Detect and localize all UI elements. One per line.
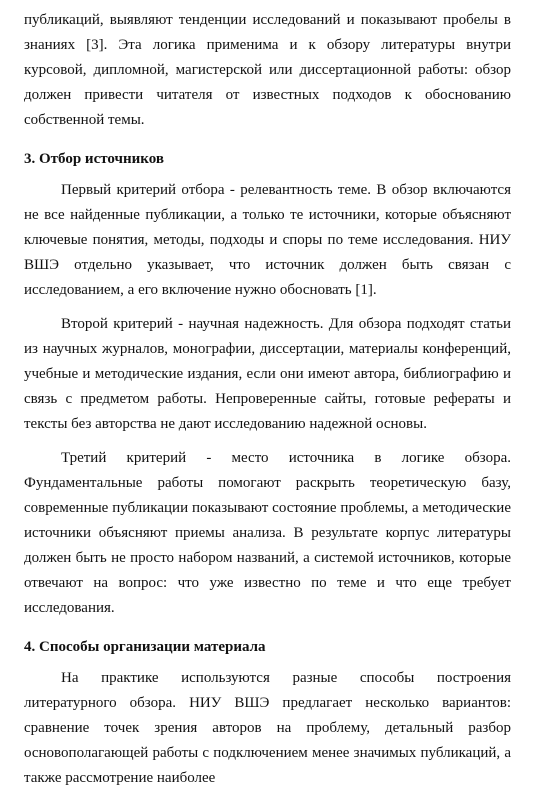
section-3-paragraph-1: Первый критерий отбора - релевантность теме. В обзор включаются не все найденные публикации, а только те источники, которые объясняют ключевые понятия, методы, подходы и споры по теме исследования. НИУ ВШЭ отдельно указывает, что источник должен быть связан с исследованием, а его включение нужно обосновать [1]. <box>24 182 511 298</box>
section-3-paragraph-3: Третий критерий - место источника в логике обзора. Фундаментальные работы помогают раскрыть теоретическую базу, современные публикации показывают состояние проблемы, а методические источники объясняют приемы анализа. В результате корпус литературы должен быть не просто набором названий, а системой источников, которые отвечают на вопрос: что уже известно по теме и что еще требует исследования. <box>24 450 511 616</box>
section-3-heading: 3. Отбор источников <box>24 151 164 167</box>
section-3-paragraph-2: Второй критерий - научная надежность. Для обзора подходят статьи из научных журналов, монографии, диссертации, материалы конференций, учебные и методические издания, если они имеют автора, библиографию и связь с предметом работы. Непроверенные сайты, готовые рефераты и тексты без авторства не дают исследованию надежной основы. <box>24 316 511 432</box>
section-4-paragraph-1: На практике используются разные способы построения литературного обзора. НИУ ВШЭ предлагает несколько вариантов: сравнение точек зрения авторов на проблему, детальный разбор основополагающей работы с подключением менее значимых публикаций, а также рассмотрение наиболее <box>24 670 511 786</box>
intro-paragraph: публикаций, выявляют тенденции исследований и показывают пробелы в знаниях [3]. Эта логика применима и к обзору литературы внутри курсовой, дипломной, магистерской или диссертационной работы: обзор должен привести читателя от известных подходов к обоснованию собственной темы. <box>24 12 511 128</box>
section-4-heading: 4. Способы организации материала <box>24 639 266 655</box>
